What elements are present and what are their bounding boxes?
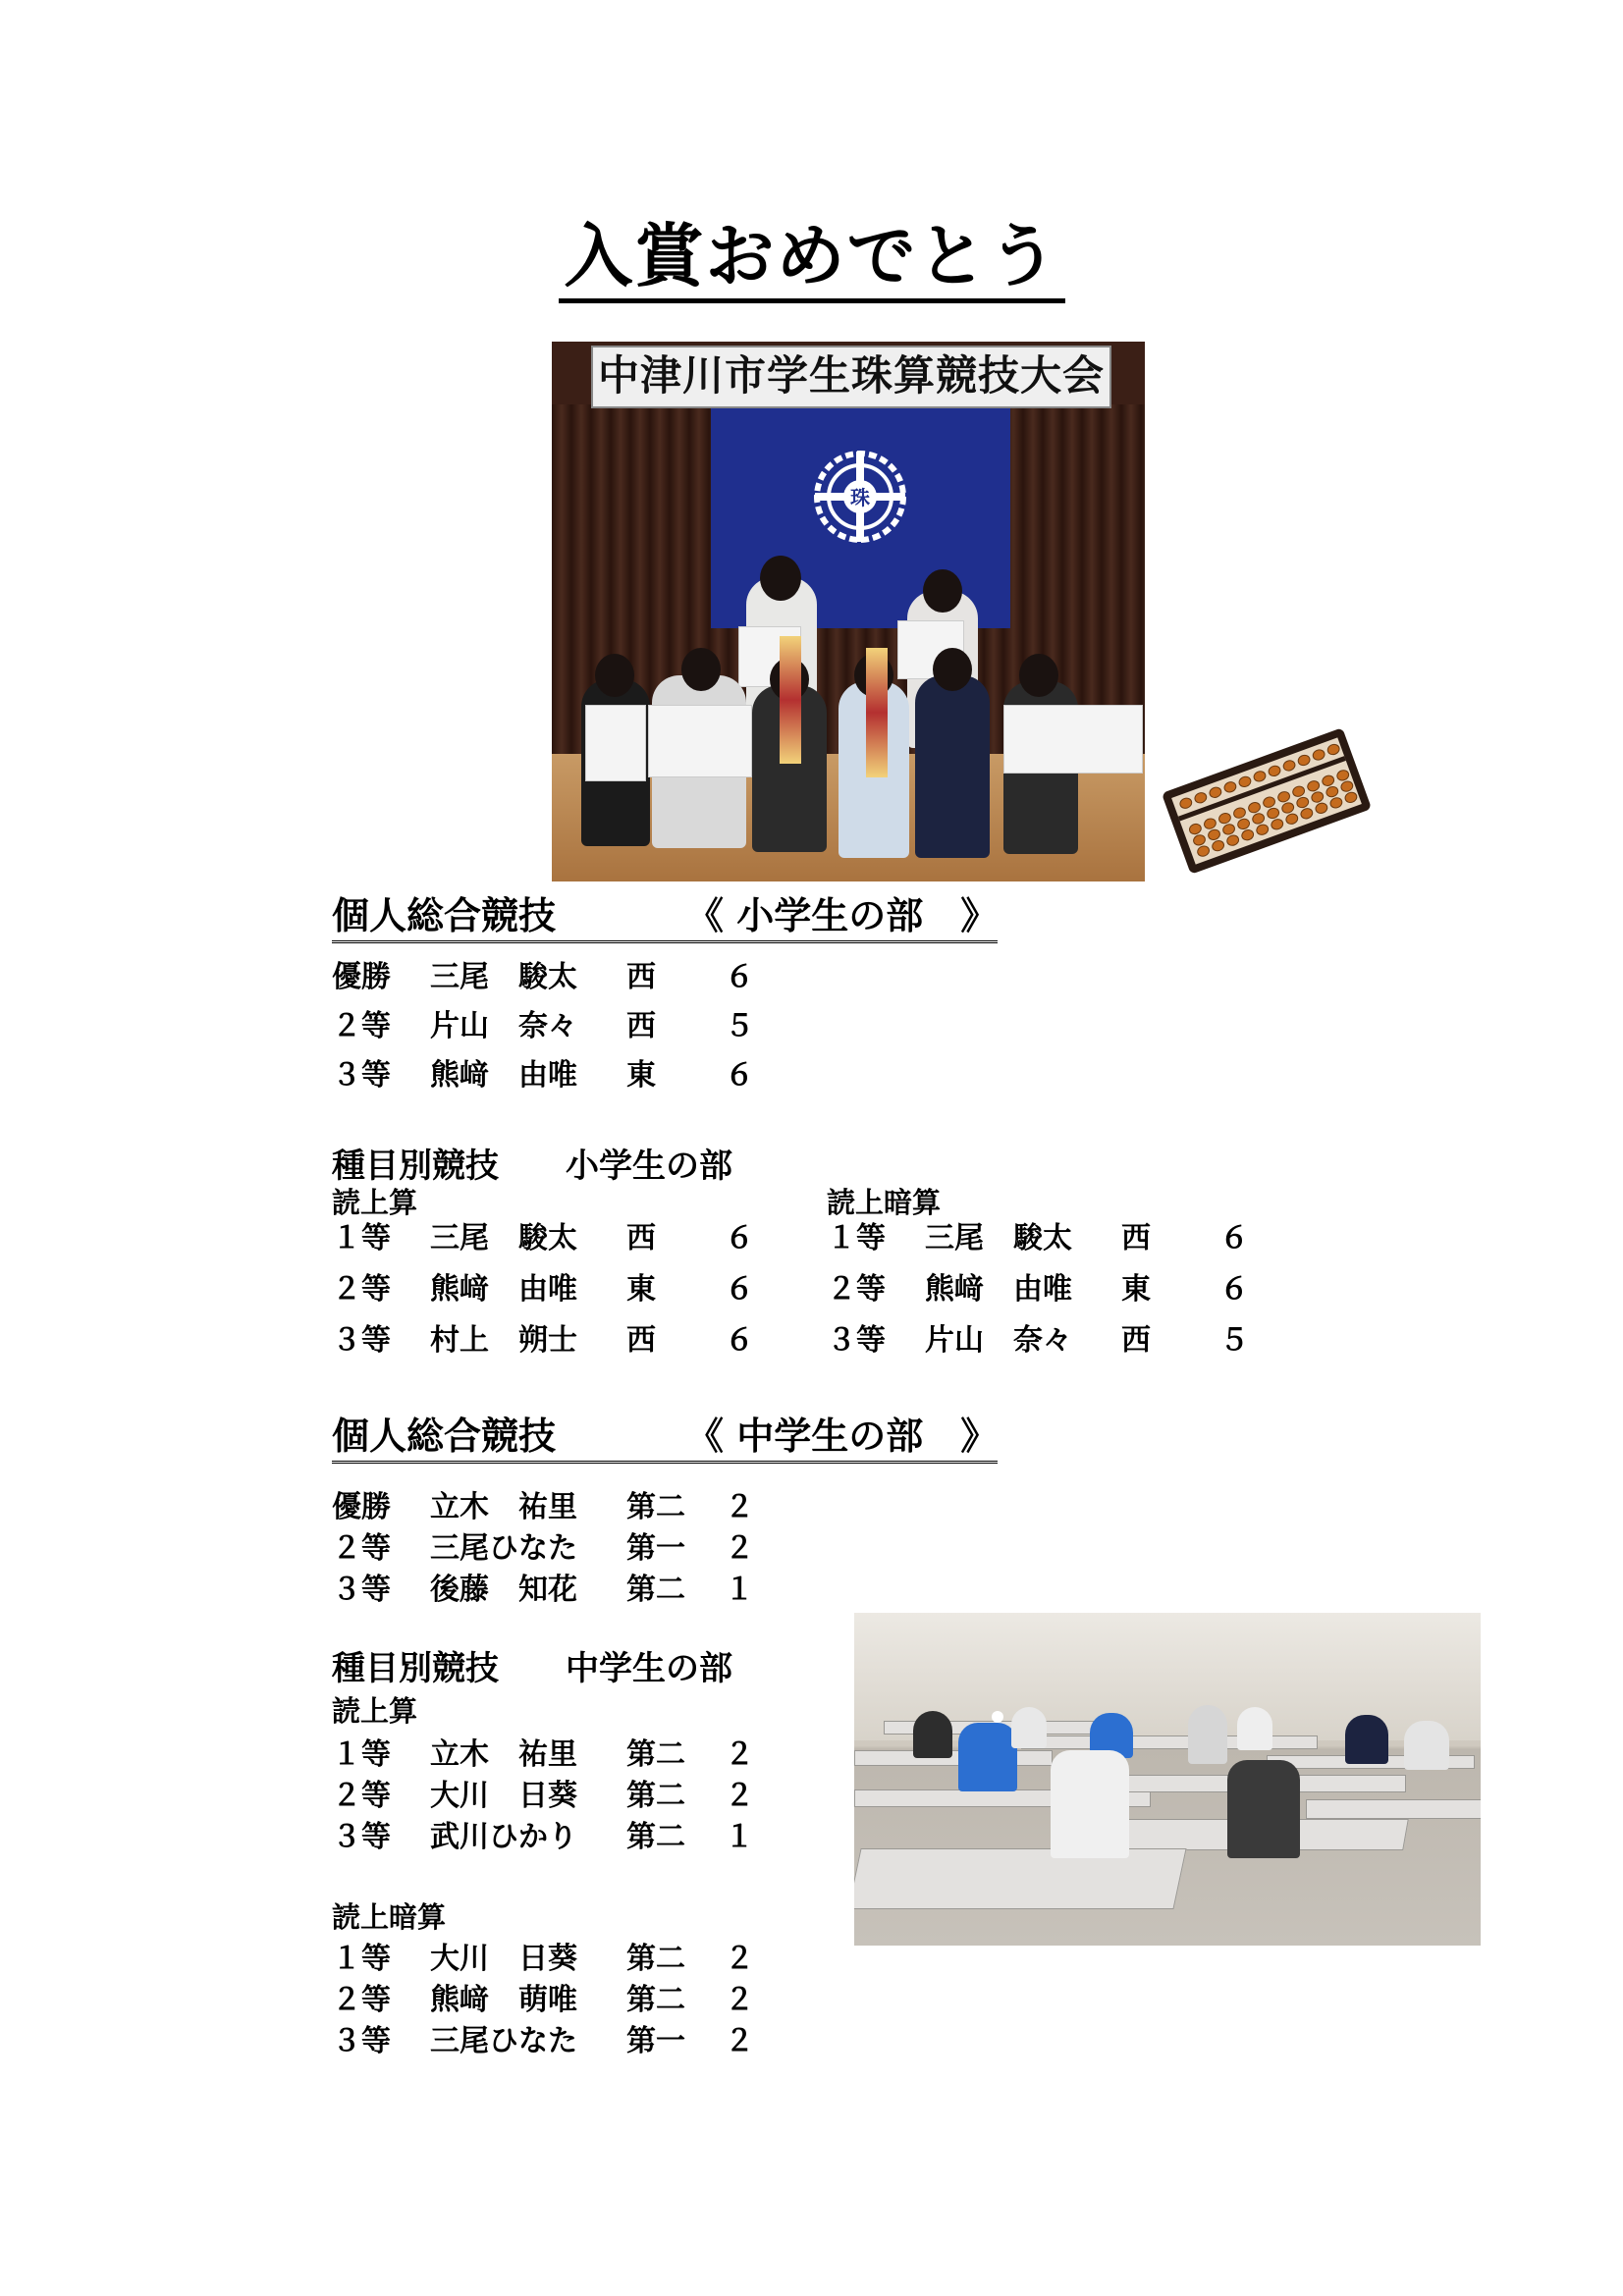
grade: ５: [725, 1009, 754, 1043]
list-item: [332, 1272, 764, 1308]
student-figure: [1237, 1707, 1272, 1750]
grade: ６: [1219, 1272, 1249, 1307]
elementary-reading-label: 読上算: [332, 1186, 418, 1219]
competition-photo: [854, 1613, 1481, 1946]
school: 第二: [626, 1779, 685, 1813]
school: 西: [1121, 1323, 1151, 1358]
page-title-text: 入賞おめでとう: [559, 215, 1065, 303]
rank: 優勝: [332, 960, 391, 994]
rank: ３等: [332, 1573, 391, 1607]
list-item: [332, 2024, 764, 2059]
student-name: 三尾ひなた: [430, 2024, 577, 2058]
grade: ６: [725, 1221, 754, 1255]
elementary-event-heading: 種目別競技 小学生の部: [332, 1147, 732, 1186]
student-figure: [958, 1723, 1017, 1791]
list-item: [332, 1737, 764, 1773]
student-name: 村上 朔士: [430, 1323, 577, 1358]
student-name: 大川 日葵: [430, 1779, 577, 1813]
student-figure: [1404, 1721, 1449, 1770]
school: 第二: [626, 1573, 685, 1607]
student-name: 片山 奈々: [925, 1323, 1072, 1358]
elementary-mental-label: 読上暗算: [827, 1186, 942, 1219]
award-winners-photo: [552, 342, 1145, 881]
school: 東: [1121, 1272, 1151, 1307]
student-head: [760, 556, 801, 601]
junior-reading-label: 読上算: [332, 1694, 418, 1728]
rank: ２等: [332, 1272, 391, 1307]
elementary-reading-list: [332, 1221, 764, 1359]
school: 第一: [626, 2024, 685, 2058]
rank: ２等: [827, 1272, 886, 1307]
junior-mental-list: [332, 1942, 764, 2059]
student-name: 三尾 駿太: [430, 1221, 577, 1255]
desk: [1021, 1735, 1318, 1749]
school: 第二: [626, 1490, 685, 1524]
list-item: [332, 1983, 764, 2018]
student-head: [681, 648, 721, 691]
list-item: [332, 1531, 764, 1567]
trophy: [780, 636, 801, 764]
school: 第一: [626, 1531, 685, 1566]
school: 西: [626, 960, 656, 994]
grade: ２: [725, 1737, 754, 1772]
student-name: 熊﨑 由唯: [430, 1272, 577, 1307]
student-name: 三尾 駿太: [430, 960, 577, 994]
student-figure: [1345, 1715, 1388, 1764]
student-figure: [1188, 1705, 1227, 1764]
school: 第二: [626, 1820, 685, 1854]
list-item: [827, 1323, 1259, 1359]
grade: ５: [1219, 1323, 1249, 1358]
junior-event-heading: 種目別競技 中学生の部: [332, 1649, 732, 1688]
page-title: [0, 201, 1623, 300]
list-item: [827, 1221, 1259, 1256]
grade: １: [725, 1573, 754, 1607]
grade: ６: [725, 1058, 754, 1093]
list-item: [827, 1272, 1259, 1308]
list-item: [332, 1779, 764, 1814]
junior-mental-label: 読上暗算: [332, 1900, 447, 1934]
grade: ２: [725, 1490, 754, 1524]
school: 西: [626, 1221, 656, 1255]
student-figure: [1051, 1750, 1129, 1858]
list-item: [332, 1490, 764, 1525]
junior-overall-list: [332, 1490, 764, 1608]
student-name: 三尾ひなた: [430, 1531, 577, 1566]
grade: ６: [725, 1323, 754, 1358]
rank: １等: [332, 1942, 391, 1976]
student-name: 大川 日葵: [430, 1942, 577, 1976]
student-name: 立木 祐里: [430, 1737, 577, 1772]
desk: [854, 1750, 1053, 1766]
elementary-overall-list: [332, 960, 764, 1094]
list-item: [332, 960, 764, 995]
grade: ６: [725, 1272, 754, 1307]
rank: ２等: [332, 1531, 391, 1566]
grade: ２: [725, 1779, 754, 1813]
student-figure: [915, 675, 990, 858]
flag-emblem-icon: [811, 448, 909, 546]
rank: ３等: [332, 1058, 391, 1093]
student-figure: [1011, 1707, 1047, 1748]
rank: １等: [827, 1221, 886, 1255]
rank: ３等: [332, 2024, 391, 2058]
grade: ６: [1219, 1221, 1249, 1255]
certificate: [648, 705, 752, 777]
desk: [1306, 1799, 1481, 1819]
junior-overall-heading: 個人総合競技 《 中学生の部 》: [332, 1414, 998, 1464]
student-head: [923, 569, 962, 613]
student-name: 熊﨑 由唯: [430, 1058, 577, 1093]
rank: ３等: [827, 1323, 886, 1358]
student-name: 熊﨑 萌唯: [430, 1983, 577, 2017]
student-head: [933, 648, 972, 691]
flag-emblem-char: 珠: [850, 486, 870, 509]
rank: １等: [332, 1221, 391, 1255]
school: 東: [626, 1272, 656, 1307]
student-figure: [913, 1711, 952, 1758]
rank: ３等: [332, 1820, 391, 1854]
student-figure: [1227, 1760, 1300, 1858]
school: 第二: [626, 1942, 685, 1976]
certificate: [1003, 705, 1143, 774]
student-name: 武川ひかり: [430, 1820, 577, 1854]
student-name: 立木 祐里: [430, 1490, 577, 1524]
elementary-overall-heading: 個人総合競技 《 小学生の部 》: [332, 893, 998, 943]
student-name: 三尾 駿太: [925, 1221, 1072, 1255]
school: 西: [626, 1323, 656, 1358]
rank: ２等: [332, 1009, 391, 1043]
elementary-mental-list: [827, 1221, 1259, 1359]
rank: ３等: [332, 1323, 391, 1358]
school: 第二: [626, 1983, 685, 2017]
grade: １: [725, 1820, 754, 1854]
abacus-icon: [1159, 725, 1374, 878]
student-head: [1019, 654, 1058, 697]
grade: ２: [725, 1531, 754, 1566]
student-name: 片山 奈々: [430, 1009, 577, 1043]
student-name: 後藤 知花: [430, 1573, 577, 1607]
trophy: [866, 648, 888, 777]
list-item: [332, 1323, 764, 1359]
student-name: 熊﨑 由唯: [925, 1272, 1072, 1307]
event-banner: 中津川市学生珠算競技大会: [591, 346, 1111, 408]
certificate: [585, 705, 646, 781]
rank: ２等: [332, 1983, 391, 2017]
school: 西: [626, 1009, 656, 1043]
school: 第二: [626, 1737, 685, 1772]
school: 西: [1121, 1221, 1151, 1255]
face-mask: [992, 1711, 1003, 1723]
rank: 優勝: [332, 1490, 391, 1524]
grade: ２: [725, 2024, 754, 2058]
rank: １等: [332, 1737, 391, 1772]
grade: ２: [725, 1942, 754, 1976]
grade: ６: [725, 960, 754, 994]
rank: ２等: [332, 1779, 391, 1813]
school: 東: [626, 1058, 656, 1093]
list-item: [332, 1573, 764, 1608]
list-item: [332, 1942, 764, 1977]
list-item: [332, 1820, 764, 1855]
desk: [854, 1848, 1187, 1909]
list-item: [332, 1009, 764, 1044]
list-item: [332, 1221, 764, 1256]
list-item: [332, 1058, 764, 1094]
student-head: [595, 654, 634, 697]
grade: ２: [725, 1983, 754, 2017]
junior-reading-list: [332, 1737, 764, 1855]
